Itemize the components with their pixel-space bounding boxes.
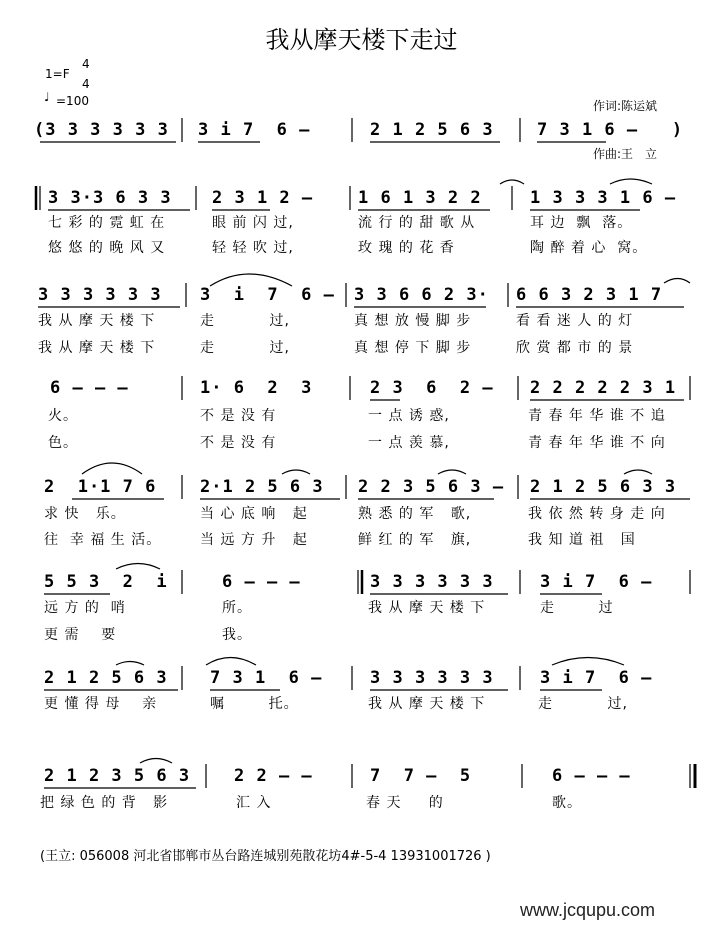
lyric: 歌。 — [552, 795, 582, 811]
measure: 7 3 1 6 – ) — [537, 120, 684, 140]
time-signature-top: 4 — [82, 57, 90, 71]
measure: 2 3 6 2 – — [370, 378, 494, 398]
measure: 1 3 3 3 1 6 – — [530, 188, 677, 208]
measure: 3 3 6 6 2 3· — [354, 285, 489, 305]
lyric: 轻 轻 吹 过, — [212, 240, 294, 256]
measure: (3 3 3 3 3 3 — [34, 120, 169, 140]
lyric: 悠 悠 的 晚 风 又 — [48, 240, 166, 256]
lyric: 走 过, — [538, 696, 628, 712]
lyric: 当 心 底 响 起 — [200, 506, 308, 522]
lyric: 所。 — [222, 600, 252, 616]
measure: 6 6 3 2 3 1 7 — [516, 285, 663, 305]
measure: 2 2 – – — [234, 766, 313, 786]
time-signature-bottom: 4 — [82, 77, 90, 91]
quarter-note-icon: ♩ — [44, 90, 50, 104]
lyric: 我。 — [222, 627, 252, 643]
lyric: 往 幸 福 生 活。 — [44, 532, 162, 548]
measure: 2 1 2 5 6 3 3 — [530, 477, 677, 497]
measure: 2 2 2 2 2 3 1 — [530, 378, 677, 398]
lyric: 当 远 方 升 起 — [200, 532, 308, 548]
measure: 6 – – – — [50, 378, 129, 398]
measure: 2 1 2 5 6 3 — [370, 120, 494, 140]
measure: 1· 6 2 3 — [200, 378, 313, 398]
measure: 6 – – – — [222, 572, 301, 592]
lyric: 走 过, — [200, 340, 290, 356]
lyric: 鲜 红 的 军 旗, — [358, 532, 472, 548]
lyric: 更 需 要 — [44, 627, 117, 643]
measure: 1 6 1 3 2 2 — [358, 188, 482, 208]
lyric: 一 点 羡 慕, — [368, 435, 450, 451]
measure: 2 2 3 5 6 3 – — [358, 477, 505, 497]
lyric: 真 想 停 下 脚 步 — [354, 340, 472, 356]
measure: 2 1·1 7 6 — [44, 477, 157, 497]
measure: 3 3·3 6 3 3 — [48, 188, 172, 208]
lyric: 陶 醉 着 心 窝。 — [530, 240, 648, 256]
lyric: 汇 入 — [236, 795, 272, 811]
measure: 5 5 3 2 i — [44, 572, 168, 592]
key-signature: 1=F — [45, 67, 70, 81]
lyric: 我 知 道 祖 国 — [528, 532, 636, 548]
lyric: 七 彩 的 霓 虹 在 — [48, 215, 166, 231]
lyric: 色。 — [48, 435, 78, 451]
lyric: 眼 前 闪 过, — [212, 215, 294, 231]
measure: 3 i 7 6 – — [540, 668, 653, 688]
measure: 6 – – – — [552, 766, 631, 786]
tempo-marking: =100 — [56, 94, 89, 108]
lyric: 不 是 没 有 — [200, 408, 277, 424]
measure: 2·1 2 5 6 3 — [200, 477, 324, 497]
lyric: 走 过, — [200, 313, 290, 329]
measure: 2 1 2 5 6 3 — [44, 668, 168, 688]
lyric: 嘱 托。 — [210, 696, 299, 712]
measure: 2 3 1 2 – — [212, 188, 314, 208]
lyric: 我 从 摩 天 楼 下 — [38, 340, 156, 356]
lyric: 玫 瑰 的 花 香 — [358, 240, 455, 256]
measure: 3 i 7 6 – — [198, 120, 311, 140]
lyric: 求 快 乐。 — [44, 506, 126, 522]
lyric: 流 行 的 甜 歌 从 — [358, 215, 476, 231]
lyric: 我 依 然 转 身 走 向 — [528, 506, 666, 522]
measure: 7 3 1 6 – — [210, 668, 323, 688]
lyric: 走 过 — [540, 600, 614, 616]
lyric: 春 天 的 — [366, 795, 444, 811]
lyric: 欣 赏 都 市 的 景 — [516, 340, 634, 356]
lyric: 青 春 年 华 谁 不 向 — [528, 435, 666, 451]
lyric: 更 懂 得 母 亲 — [44, 696, 158, 712]
measure: 3 3 3 3 3 3 — [38, 285, 162, 305]
lyric: 耳 边 飘 落。 — [530, 215, 633, 231]
page-title: 我从摩天楼下走过 — [265, 26, 458, 54]
lyric: 把 绿 色 的 背 影 — [40, 795, 169, 811]
measure: 2 1 2 3 5 6 3 — [44, 766, 191, 786]
lyric: 我 从 摩 天 楼 下 — [368, 696, 486, 712]
watermark: www.jcqupu.com — [520, 900, 656, 920]
measure: 3 3 3 3 3 3 — [370, 572, 494, 592]
measure: 3 i 7 6 – — [540, 572, 653, 592]
measure: 3 i 7 6 – — [200, 285, 335, 305]
lyric: 远 方 的 哨 — [44, 600, 126, 616]
lyric: 火。 — [48, 408, 78, 424]
lyric: 青 春 年 华 谁 不 追 — [528, 408, 666, 424]
lyric: 看 看 迷 人 的 灯 — [516, 313, 634, 329]
composer-credit: 作曲:王 立 — [593, 147, 658, 161]
lyric: 熟 悉 的 军 歌, — [358, 506, 472, 522]
lyric: 真 想 放 慢 脚 步 — [354, 313, 472, 329]
lyricist-credit: 作词:陈运斌 — [593, 99, 658, 113]
lyric: 我 从 摩 天 楼 下 — [368, 600, 486, 616]
measure: 7 7 – 5 — [370, 766, 472, 786]
lyric: 我 从 摩 天 楼 下 — [38, 313, 156, 329]
lyric: 一 点 诱 惑, — [368, 408, 450, 424]
measure: 3 3 3 3 3 3 — [370, 668, 494, 688]
contact-info: (王立: 056008 河北省邯郸市丛台路连城别苑散花坊4#-5-4 13931001726 ) — [40, 849, 491, 864]
lyric: 不 是 没 有 — [200, 435, 277, 451]
